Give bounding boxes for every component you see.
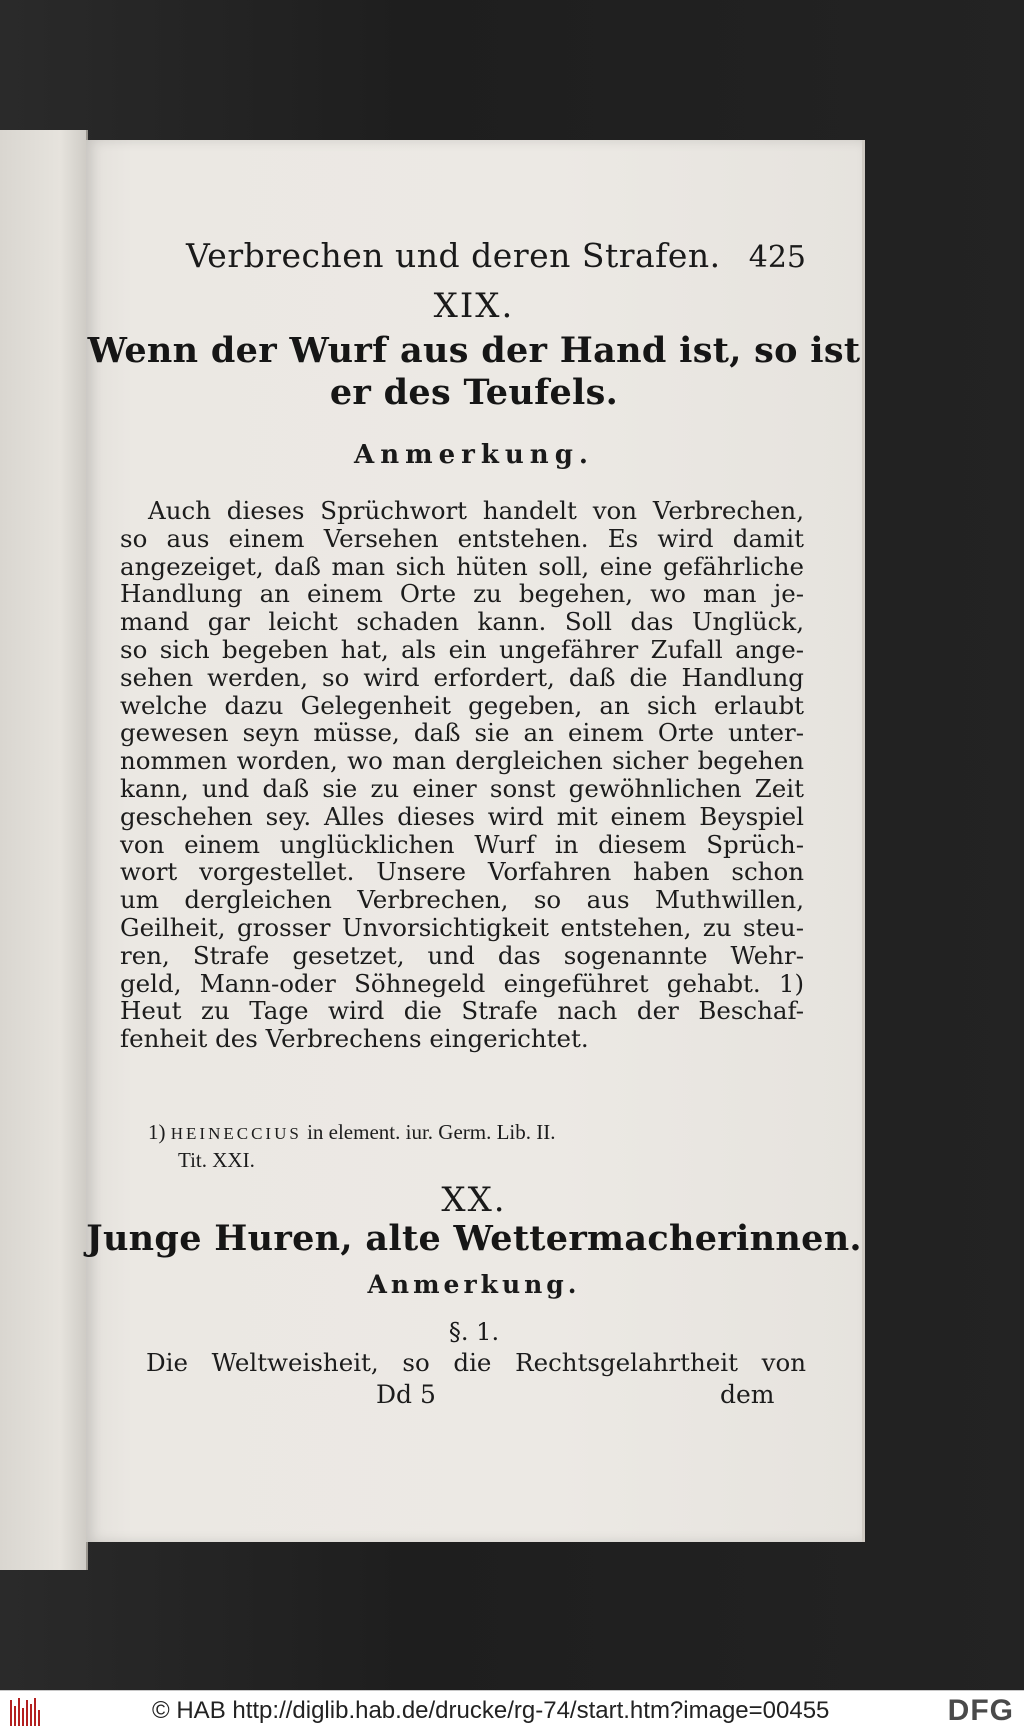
body-line: so sich begeben hat, als ein ungefährer Zufall ange-: [120, 635, 804, 664]
footnote-line: [148, 1118, 808, 1146]
body-line: so aus einem Versehen entstehen. Es wird damit: [120, 523, 804, 553]
footnote-marker: 1): [148, 1120, 166, 1144]
body-line: Auch dieses Sprüchwort handelt von Verbrechen,: [148, 496, 804, 525]
section-heading-line: Wenn der Wurf aus der Hand ist, so ist: [87, 330, 861, 371]
body-line: ren, Strafe gesetzet, und das sogenannte Wehr-: [120, 940, 804, 970]
paragraph-mark: §. 1.: [448, 1318, 500, 1346]
section-heading-line: er des Teufels.: [329, 372, 619, 413]
body-line: gewesen seyn müsse, daß sie an einem Orte unter-: [120, 718, 804, 748]
footer-bar: [0, 1690, 1024, 1731]
subheading: Anmerkung.: [354, 440, 594, 470]
body-line: nommen worden, wo man dergleichen sicher begehen: [120, 746, 804, 776]
body-line: geld, Mann-oder Söhnegeld eingeführet gehabt. 1): [120, 968, 804, 998]
previous-page-edge: [0, 130, 88, 1570]
body-line: sehen werden, so wird erfordert, daß die Handlung: [120, 662, 804, 692]
section-heading: Junge Huren, alte Wettermacherinnen.: [86, 1218, 862, 1259]
section-number: XX.: [441, 1180, 507, 1220]
copyright-link[interactable]: © HAB http://diglib.hab.de/drucke/rg-74/start.htm?image=00455: [152, 1697, 830, 1724]
body-line: angezeiget, daß man sich hüten soll, eine gefährliche: [120, 551, 804, 581]
body-line: fenheit des Verbrechens eingerichtet.: [120, 1024, 589, 1054]
catchword: dem: [720, 1380, 775, 1409]
body-line: kann, und daß sie zu einer sonst gewöhnlichen Zeit: [120, 774, 804, 803]
running-head: [186, 236, 806, 276]
footnote-line: Tit. XXI.: [178, 1148, 255, 1172]
section-number: XIX.: [433, 286, 515, 326]
hab-barcode-logo-icon: [10, 1696, 40, 1726]
footnote-author: HEINECCIUS: [170, 1124, 302, 1143]
footnote-text: in element. iur. Germ. Lib. II.: [307, 1120, 556, 1144]
dfg-logo: DFG: [947, 1694, 1014, 1727]
body-line: von einem unglücklichen Wurf in diesem Sprüch-: [120, 829, 804, 859]
subheading: Anmerkung.: [367, 1270, 581, 1299]
signature-mark: Dd 5: [376, 1380, 436, 1409]
book-page: [86, 140, 865, 1542]
body-line: welche dazu Gelegenheit gegeben, an sich erlaubt: [120, 690, 804, 720]
page-number: 425: [748, 240, 806, 275]
body-line: Handlung an einem Orte zu begehen, wo man je-: [120, 579, 804, 609]
body-line: Die Weltweisheit, so die Rechtsgelahrtheit von: [146, 1348, 806, 1377]
running-head-title: Verbrechen und deren Strafen.: [186, 236, 721, 275]
body-line: um dergleichen Verbrechen, so aus Muthwillen,: [120, 885, 804, 915]
body-line: geschehen sey. Alles dieses wird mit einem Beyspiel: [120, 801, 804, 831]
body-line: Geilheit, grosser Unvorsichtigkeit entstehen, zu steu-: [120, 913, 804, 942]
body-line: Heut zu Tage wird die Strafe nach der Beschaf-: [120, 996, 804, 1026]
body-line: wort vorgestellet. Unsere Vorfahren haben schon: [120, 857, 804, 887]
body-line: mand gar leicht schaden kann. Soll das Unglück,: [120, 607, 804, 637]
